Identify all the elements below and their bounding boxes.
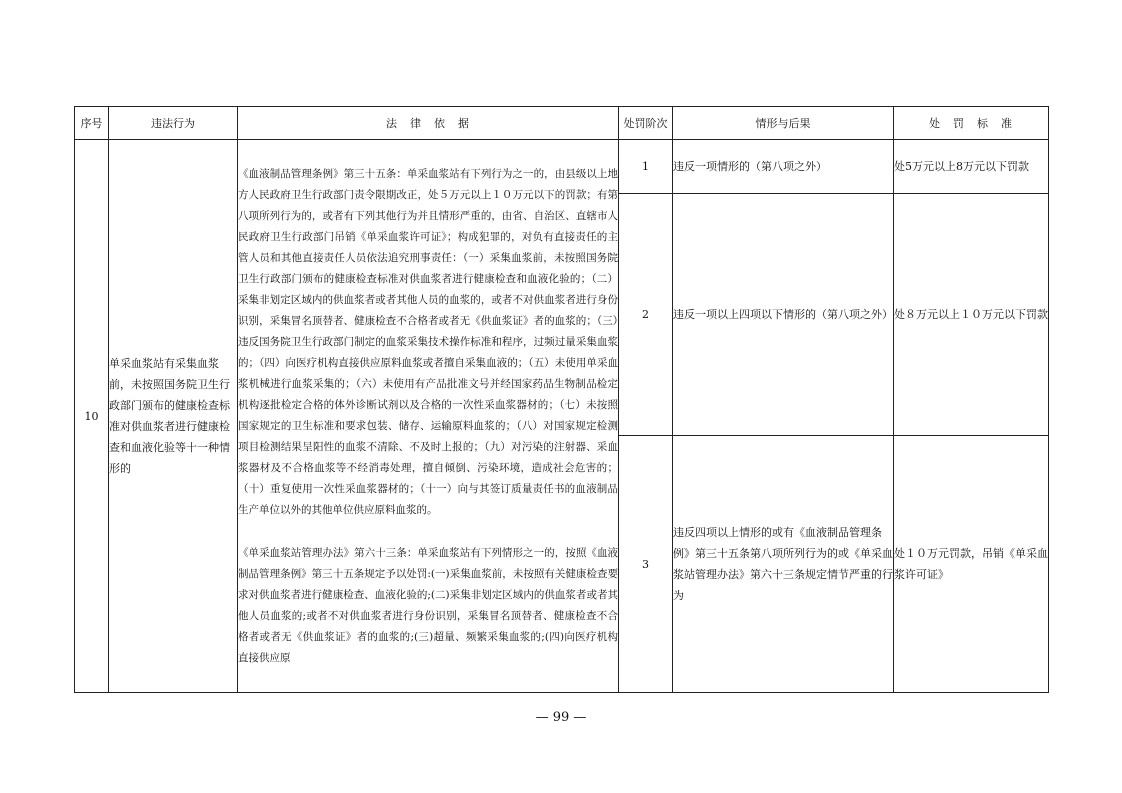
header-std-label: 处 罚 标 准: [929, 116, 1013, 130]
stage-level-2: 2: [619, 194, 673, 436]
stage-standard-1: 处5万元以上8万元以下罚款: [894, 140, 1049, 194]
penalty-standard-table: [74, 106, 1049, 693]
header-seq: [75, 107, 109, 140]
legal-basis: [238, 140, 619, 693]
stage-level-3: 3: [619, 436, 673, 693]
stage-condition-2: 违反一项以上四项以下情形的（第八项之外）: [673, 194, 894, 436]
violation-description: 单采血浆站有采集血浆前，未按照国务院卫生行政部门颁布的健康检查标准对供血浆者进行健康检查和血液化验等十一种情形的: [109, 140, 238, 693]
header-stage-label: 处罚阶次: [623, 116, 668, 130]
header-cond: [673, 107, 894, 140]
header-cond-label: 情形与后果: [755, 116, 811, 130]
page-number: — 99 —: [535, 710, 587, 725]
legal-basis-paragraph-1: 《血液制品管理条例》第三十五条：单采血浆站有下列行为之一的，由县级以上地方人民政府卫生行政部门责令限期改正，处５万元以上１０万元以下的罚款；有第八项所列行为的，或者有下列其他行为并且情形严重的，由省、自治区、直辖市人民政府卫生行政部门吊销《单采血浆许可证》；构成犯罪的，对负有直接责任的主管人员和其他直接责任人员依法追究刑事责任：（一）采集血浆前，未按照国务院卫生行政部门颁布的健康检查标准对供血浆者进行健康检查和血液化验的；（二）采集非划定区域内的供血浆者或者其他人员的血浆的，或者不对供血浆者进行身份识别，采集冒名顶替者、健康检查不合格者或者无《供血浆证》者的血浆的；（三）违反国务院卫生行政部门制定的血浆采集技术操作标准和程序，过频过量采集血浆的；（四）向医疗机构直接供应原料血浆或者擅自采集血液的；（五）未使用单采血浆机械进行血浆采集的；（六）未使用有产品批准文号并经国家药品生物制品检定机构逐批检定合格的体外诊断试剂以及合格的一次性采血浆器材的；（七）未按照国家规定的卫生标准和要求包装、储存、运输原料血浆的；（八）对国家规定检测项目检测结果呈阳性的血浆不清除、不及时上报的；（九）对污染的注射器、采血浆器材及不合格血浆等不经消毒处理，擅自倾倒、污染环境，造成社会危害的；（十）重复使用一次性采血浆器材的；（十一）向与其签订质量责任书的血液制品生产单位以外的其他单位供应原料血浆的。: [238, 167, 618, 516]
header-std: [894, 107, 1049, 140]
table-row: [75, 140, 1049, 194]
paragraph-spacer: [238, 521, 618, 543]
stage-standard-2: 处８万元以上１０万元以下罚款: [894, 194, 1049, 436]
header-basis-label: 法 律 依 据: [386, 116, 470, 130]
stage-condition-1: 违反一项情形的（第八项之外）: [673, 140, 894, 194]
header-act: [109, 107, 238, 140]
header-act-label: 违法行为: [151, 116, 195, 130]
stage-standard-3: 处１０万元罚款，吊销《单采血浆许可证》: [894, 436, 1049, 693]
header-stage: [619, 107, 673, 140]
stage-condition-3: 违反四项以上情形的或有《血液制品管理条例》第三十五条第八项所列行为的或《单采血浆站管理办法》第六十三条规定情节严重的行为: [673, 436, 894, 693]
row-number: 10: [75, 140, 109, 693]
header-basis: [238, 107, 619, 140]
header-seq-label: 序号: [80, 116, 103, 130]
legal-basis-paragraph-2: 《单采血浆站管理办法》第六十三条：单采血浆站有下列情形之一的，按照《血液制品管理条例》第三十五条规定予以处罚:(一)采集血浆前，未按照有关健康检查要求对供血浆者进行健康检查、血液化验的;(二)采集非划定区域内的供血浆者或者其他人员血浆的;或者不对供血浆者进行身份识别，采集冒名顶替者、健康检查不合格者或者无《供血浆证》者的血浆的;(三)超量、频繁采集血浆的;(四)向医疗机构直接供应原: [238, 546, 618, 664]
stage-level-1: 1: [619, 140, 673, 194]
table-header-row: [75, 107, 1049, 140]
